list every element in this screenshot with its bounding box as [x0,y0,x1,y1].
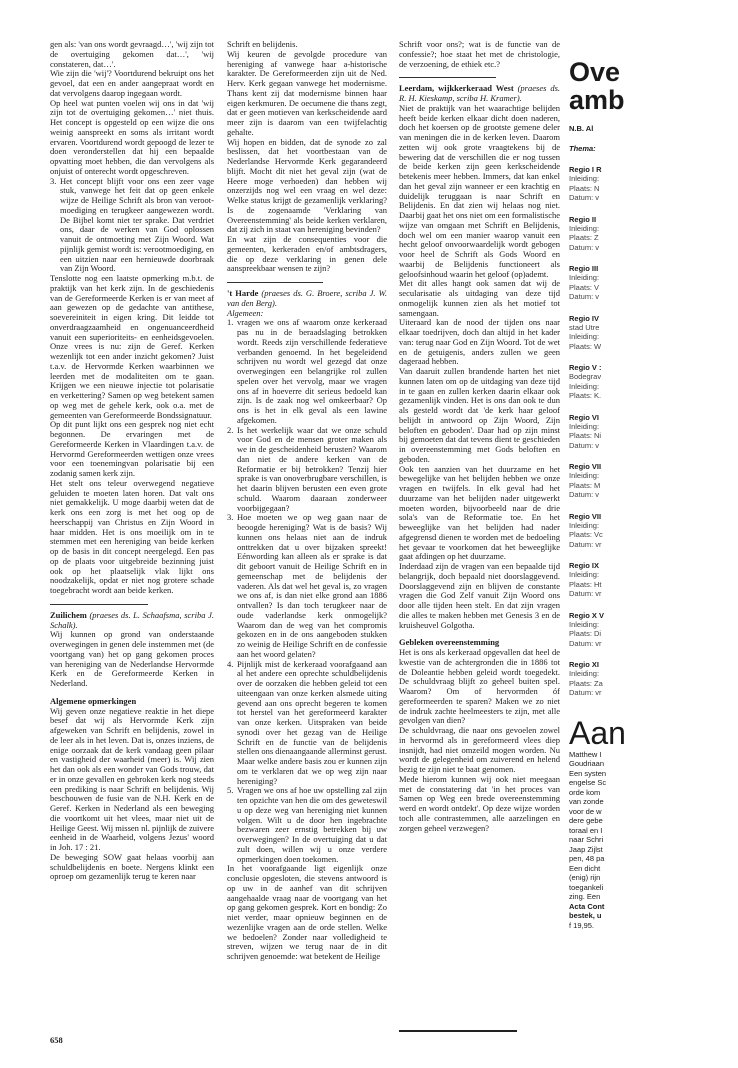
column-2 [227,40,387,962]
paragraph: En wat zijn de consequenties voor die gemeenten, kerkeraden en/of ambtsdragers, die op deze verklaring in genen dele aanspreekbaar wensen te zijn? [227,234,387,274]
section-heading-zuilichem: Zuilichem (praeses ds. L. Schaafsma, scriba J. Schalk). [50,609,214,630]
list-item [50,177,214,275]
list-item: 1. vragen we ons af waarom onze kerkeraad pas nu in de beraadslaging betrokken wordt. Reeds zijn verschillende federatieve verbanden genoemd. In het begeleidend schrijven nu wordt wel gezegd dat onze overwegingen een belangrijke rol zullen spelen over het vervolg, maar we vragen ons af in hoeverre dit serieus bedoeld kan zijn. Is de zaak nog wel omkeerbaar? Op ons is het in elk geval als een lawine afgekomen. [227,317,387,425]
regio-item: Regio VI Inleiding: Plaats: Ni Datum: v [569,412,602,450]
column-3 [399,40,560,833]
paragraph: Schrift voor ons?; wat is de functie van de confessie?; hoe staat het met de christologie, de verzoening, de ethiek etc.? [399,39,560,69]
section-heading-t-harde: 't Harde (praeses ds. G. Broere, scriba J. W. van den Berg). [227,288,387,308]
regio-item: Regio IV stad Utre Inleiding: Plaats: W [569,313,602,351]
regio-item: Regio I R Inleiding: Plaats: N Datum: v [569,165,602,202]
list-item: 5. Vragen we ons af hoe uw opstelling zal zijn ten opzichte van hen die om des geweteswil u op deze weg van hereniging niet kunnen volgen. Wilt u de door hen ingebrachte bezwaren zeer ernstig betrekken bij uw overwegingen? In de overtuiging dat u dat zult doen, willen wij u onze verdere opmerkingen doen toekomen. [227,785,387,864]
paragraph: Het is ons als kerkeraad opgevallen dat heel de kwestie van de achtergronden die in 1886 tot de Doleantie hebben geleid wordt toegedekt. De schuldvraag blijft zo geheel buiten spel. Waarom? Om of hervormden óf gereformeerden te sparen? Maken we zo niet de indruk zachte heelmeesters te zijn, met alle gevolgen van dien? [399,647,560,726]
regio-item: Regio X V Inleiding: Plaats: Di Datum: vr [569,610,605,648]
column-4-clipped [569,58,738,1068]
numbered-list [227,318,387,864]
regio-list [569,165,738,698]
theme-label: Thema: [569,143,596,153]
divider [50,604,148,605]
regio-item: Regio VII Inleiding: Plaats: Vc Datum: vr [569,511,603,549]
list-item: 3. Hoe moeten we op weg gaan naar de beoogde hereniging? Wat is de basis? Wij kunnen ons helaas niet aan de indruk onttrekken dat u over bijzaken spreekt! Eénwording kan alleen als er sprake is dat dit geboort vanuit de Heilige Schrift en in gemeenschap met de belijdenis der vaderen. Als dat wel het geval is, zo vragen we ons af, is dan niet elke grond aan 1886 ontvallen? Is dan toch terugkeer naar de oude vaderlandse kerk onmogelijk? Waarom dan de weg van het compromis gekozen en in de ons aangeboden stukken zo weinig de Heilige Schrift en de confessie aan het woord gelaten? [227,512,387,659]
section-heading-leerdam: Leerdam, wijkkerkeraad West (praeses ds. R. H. Kieskamp, scriba H. Kramer). [399,83,561,103]
regio-item: Regio XI Inleiding: Plaats: Za Datum: vr [569,660,603,697]
paragraph: Schrift en belijdenis. [227,39,298,49]
regio-item: Regio III Inleiding: Plaats: V Datum: v [569,264,600,301]
regio-item: Regio II Inleiding: Plaats: Z Datum: v [569,214,600,252]
paragraph: Niet de praktijk van het waarachtige belijden heeft beide kerken elkaar dicht doen naderen, doch het koersen op de grootste gemene deler van meningen die in de kerken leven. Daarom zetten wij ook grote vraagtekens bij de bewering dat de verschillen die er nog tussen de beide kerken zijn geen kerkscheidende betekenis meer hebben. Immers, dat kan enkel dan het geval zijn wanneer er een krachtig en duidelijk teruggaan is naar Schrift en Belijdenis. En dat zien wij helaas nog niet. Daarbij gaat het ons niet om een formalistische wijze van omgaan met Schrift en Belijdenis, doch wel om een manier waarop vanuit een hecht geloof onvoorwaardelijk wordt gebogen voor heel de Schrift als Gods Woord en waarbij de Belijdenis functioneert als geloofsinhoud waarin het geloof (op)ademt. [399,102,560,279]
paragraph: Uiteraard kan de nood der tijden ons naar elkaar toedrijven, doch dan altijd in het kader van: terug naar God en Zijn Woord. Tot de wet en de getuigenis, anders zullen we geen dageraad hebben. [399,317,560,367]
paragraph: Op heel wat punten voelen wij ons in dat 'wij zijn tot de overtuiging gekomen…' niet thuis. Het concept is opgesteld op een wijze die ons weinig aanspreekt en soms als irritant wordt ervaren. Voortdurend wordt gepoogd de lezer te doen veronderstellen dat hij een bepaalde opvatting moet hebben, die dan vervolgens als onjuist of onterecht wordt opgeschreven. [50,97,214,176]
list-item: 2. Is het werkelijk waar dat we onze schuld voor God en de mensen groter maken als we in de gescheidenheid berusten? Waarom dan niet de andere kerken van de Reformatie er bij betrokken? Tenzij hier sprake is van onoverbrugbare verschillen, is het daarin blijven berusten een even grote schuld. Waarom daaraan zonderweer voorbijgegaan? [227,424,387,513]
paragraph: gen als: 'van ons wordt gevraagd…', 'wij zijn tot de overtuiging gekomen dat…', 'wij constateren, dat…'. [50,39,214,69]
paragraph: In het voorafgaande ligt eigenlijk onze conclusie opgesloten, die stevens antwoord is op uw in de aanhef van dit schrijven aangehaalde vraag naar de voortgang van het op gang gekomen gesprek. Kort en bondig: Zo niet verder, maar opnieuw beginnen en de wezenlijke vragen aan de orde stellen. Welke we bedoelen? Zonder naar volledigheid te streven, wijzen we terug naar de in dit schrijven genoemde: wat betekent de Heilige [227,863,387,961]
subheading: Algemeen: [227,307,264,318]
divider [227,282,323,283]
headline-aan: Aan [569,714,626,751]
paragraph: Inderdaad zijn de vragen van een bepaalde tijd belangrijk, doch bepaald niet doorslaggevend. Doorslaggevend zijn en blijven de constante vragen die God Zelf vanuit Zijn Woord ons door alle tijden heen stelt. En dat zijn vragen die alles te maken hebben met Genesis 3 en de kruisheuvel Golgotha. [399,561,560,630]
column-end-rule [399,1030,517,1032]
headline: Ove amb [569,58,625,115]
list-item: 4. Pijnlijk mist de kerkeraad voorafgaand aan al het andere een oprechte schuldbelijdenis over de oorzaken die hebben geleid tot een uiteengaan van onze kerken alsmede uiting gevend aan ons oprecht begeren te komen tot herstel van het gereformeerd karakter van onze kerken. Uitspraken van beide synodi over het gezag van de Heilige Schrift en de functie van de belijdenis stellen ons dienaangaande allerminst gerust. Maar welke andere basis zou er kunnen zijn om te verklaren dat we op weg zijn naar hereniging? [227,658,387,786]
paragraph: Mede hierom kunnen wij ook niet meegaan met de constatering dat 'in het proces van Samen op Weg een brede overeenstemming werd en wordt ontdekt'. Op deze wijze worden toch alle contrastemmen, alle aarzelingen en zorgen geheel verzwegen? [399,773,560,833]
paragraph: Ook ten aanzien van het duurzame en het bewegelijke van het belijden hebben we onze vragen en twijfels. In elk geval had het duurzame van het belijden nader uitgewerkt moeten worden, bijvoorbeeld naar de drie sola's van de Reformatie toe. En het beweeglijke van het belijden had nader afgegrensd dienen te worden met de bedoeling het gevaar te voorkomen dat het beweeglijke gaat afdingen op het duurzame. [399,463,560,562]
paragraph: Van daaruit zullen brandende harten het niet kunnen laten om op de uitdaging van deze tijd in te gaan en zullen kerken daarin elkaar ook gezamenlijk vinden. Het is ons dan ook te dun als gesteld wordt dat 'de kerk haar geloof belijdt in antwoord op Zijn Woord, Zijn beloften en geboden'. Daar had op zijn minst bij gemoeten dat dat tevens dient te geschieden in overeenstemming met Gods beloften en geboden. [399,366,560,464]
subheading: Algemene opmerkingen [50,695,137,706]
list-number: 3. [50,175,57,186]
divider [399,77,496,78]
paragraph: Wij geven onze negatieve reaktie in het diepe besef dat wij als Hervormde Kerk zijn afgeweken van Schrift en belijdenis, zowel in de leer als in het leven. Dat is, onzes inziens, de enige oorzaak dat de kerk vandaag geen pilaar en vastigheid der waarheid (meer) is. Wij zien het dan ook als een wonder van Gods trouw, dat er in onze gevallen en gebroken kerk nog steeds een prediking is naar Schrift en belijdenis. Wij beschouwen de fusie van de N.H. Kerk en de Geref. Kerken in Nederland als een beweging die voortkomt uit het vlees, maar niet uit de Heilige Geest. Wij missen nl. pijnlijk de zuivere eenheid in de Waarheid, volgens Jezus' woord in Joh. 17 : 21. [50,705,214,852]
paragraph: De schuldvraag, die naar ons gevoelen zowel in hervormd als in gereformeerd vlees diep insnijdt, had niet omzeild mogen worden. Nu wordt de gelegenheid om zuiverend en helend bezig te zijn niet te baat genomen. [399,725,560,774]
paragraph: Wij kunnen op grond van onderstaande overwegingen in genen dele instemmen met (de voortgang van) het op gang gekomen proces van hereniging van de Nederlandse Hervormde Kerk en de Gereformeerde Kerken in Nederland. [50,629,214,688]
paragraph: Met dit alles hangt ook samen dat wij de secularisatie als uitdaging van deze tijd onmogelijk kunnen zien als het motief tot samengaan. [399,278,560,318]
paragraph: De beweging SOW gaat helaas voorbij aan schuldbelijdenis en boete. Nergens klinkt een oproep om gezamenlijk terug te keren naar [50,851,214,882]
paragraph: Op dit punt lijkt ons een gesprek nog niet echt begonnen. De ervaringen met de Gereformeerde Kerken in Vlaardingen t.a.v. de Hervormd Gereformeerden wettigen onze vrees voor een toenemingvan polarisatie bij een zodanig samen kerk zijn. [50,419,214,478]
subheading: Gebleken overeenstemming [399,637,500,648]
page-number: 658 [50,1035,63,1045]
regio-item: Regio VII Inleiding: Plaats: M Datum: v [569,462,602,499]
paragraph: Wie zijn die 'wij'? Voortdurend bekruipt ons het gevoel, dat een en ander aangepraat wordt en dat vervolgens daarop ingegaan wordt. [50,68,214,98]
paragraph: Tenslotte nog een laatste opmerking m.b.t. de praktijk van het kerk zijn. In de geschiedenis van de Gereformeerde Kerken is er van meet af aan gewezen op de gedachte van antithese, soevereiniteit in eigen kring. Dit leidde tot onverdraagzaamheid en ongenuanceerdheid vanuit een superioriteits- en eenheidsgevoelen. Onze vrees is nu: zijn de Geref. Kerken wezenlijk tot een ander inzicht gekomen? Juist t.a.v. de Hervormde Kerken waarbinnen we leerden met de modaliteiten om te gaan. Krijgen we een nieuwe injectie tot polarisatie en verkettering? Samen op weg betekent samen op weg met de gehele kerk, ook o.a. met de gemeenten van Gereformeerde Bondssignatuur. [50,273,214,420]
note: N.B. Al [569,124,594,133]
book-notice: Matthew I Goudriaan Een systen engelse Sc orde kom van zonde voor de w dere gebe toraal en I naar Schri Jaap Zijlst pen, 48 pa Een dicht (enig) rijn toegankeli zing. Een Acta Cont bestek, u f 19,95. [569,749,607,930]
regio-item: Regio V : Bodegrav Inleiding: Plaats: K. [569,363,602,400]
list-text: Het concept blijft voor ons een zeer vage stuk, vanwege het feit dat op geen enkele wijze de Heilige Schrift als bron van veroot-moediging en terugkeer aangewezen wordt. De Bijbel komt niet ter sprake. Dat verdriet ons, daar de werken van God oplossen vanuit de ontmoeting met Zijn Woord. Wat pijnlijk gemist wordt is: verootmoediging, en een uitzien naar een hernieuwde doorbraak van Zijn Woord. [60,175,214,274]
column-1 [50,40,214,882]
regio-item: Regio IX Inleiding: Plaats: Ht Datum: vr [569,561,602,598]
paragraph: Het stelt ons teleur overwegend negatieve geluiden te moeten laten horen. Dat valt ons niet gemakkelijk. U moge daarbij weten dat de kerk ons een zorg is met het oog op de heerschappij van Christus en Zijn Woord in haar midden. Het is ons moeilijk om in te stemmen met een hereniging van beide kerken op de basis in dit concept neergelegd. Een pas op de plaats voor uitgebreide bezinning juist ook op het plaatselijk vlak lijkt ons noodzakelijk, opdat er niet nog grotere schade toegebracht wordt aan beide kerken. [50,477,214,595]
paragraph: Wij keuren de gevolgde procedure van hereniging af vanwege haar a-historische karakter. De Gereformeerden zijn uit de Ned. Herv. Kerk gegaan vanwege het modernisme. Thans kent zij dat modernisme binnen haar eigen kerkmuren. De oecumene die thans zegt, dat er geen motieven van kerkscheidende aard meer zijn is daarom van een twijfelachtig gehalte. [227,48,387,137]
paragraph: Wij hopen en bidden, dat de synode zo zal beslissen, dat het voortbestaan van de Nederlandse Hervormde Kerk gegarandeerd blijft. Mocht dit niet het geval zijn (wat de Heere moge verhoeden) dan hebben wij onzerzijds nog wel een vraag en wel deze: Welke status krijgt de gezamenlijk verklaring? Is de zogenaamde 'Verklaring van Overeenstemming' als beide kerken verklaren, dat zij zich in staat van hereniging bevinden? [227,136,387,235]
